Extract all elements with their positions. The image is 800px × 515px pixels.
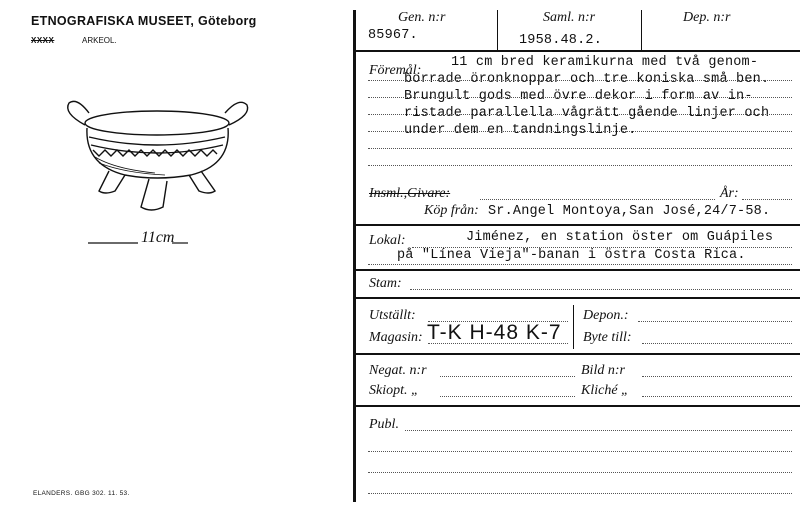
lokal-label: Lokal: [369,233,406,248]
negat-dotline [440,376,575,377]
foremal-label: Föremål: [369,63,422,78]
foremal-dotline [368,131,792,132]
printer-note: ELANDERS. GBG 302. 11. 53. [33,490,130,497]
saml-label: Saml. n:r [543,10,596,25]
publ-dotline [405,430,792,431]
card-left-border [353,10,356,502]
depon-label: Depon.: [583,308,629,323]
foremal-line-4: ristade parallella vågrätt gående linjer och [404,106,770,121]
foremal-dotline [368,148,792,149]
publ-label: Publ. [369,417,399,432]
foremal-dotline [368,97,792,98]
bild-dotline [642,376,792,377]
insml-dotline [480,199,715,200]
stam-rule [355,297,800,299]
kop-label: Köp från: [424,203,479,218]
foremal-dotline [368,80,792,81]
photo-rule [355,405,800,407]
kliche-dotline [642,396,792,397]
foremal-line-1: 11 cm bred keramikurna med två genom- [451,55,759,70]
storage-rule [355,353,800,355]
insml-label: Insml.,Givare: [369,186,451,201]
gen-value: 85967. [368,28,418,43]
scale-label: 11cm [141,229,175,246]
foremal-dotline [368,114,792,115]
skiopt-label: Skiopt. „ [369,383,419,398]
byte-label: Byte till: [583,330,632,345]
byte-dotline [642,343,792,344]
foremal-line-5: under dem en tandningslinje. [404,123,637,138]
museum-name: ETNOGRAFISKA MUSEET, Göteborg [31,14,257,28]
lokal-line-1: Jiménez, en station öster om Guápiles [466,230,774,245]
department-struck: XXXX [31,36,55,45]
utstallt-label: Utställt: [369,308,416,323]
magasin-value: T-K H-48 K-7 [427,321,562,344]
kop-value: Sr.Angel Montoya,San José,24/7-58. [488,204,771,219]
stam-label: Stam: [369,276,402,291]
acquisition-rule [355,224,800,226]
lokal-line-2: på "Línea Vieja"-banan i östra Costa Rica. [397,248,746,263]
foremal-line-3: Brungult gods med övre dekor i form av in- [404,89,753,104]
magasin-dotline [428,343,568,344]
negat-label: Negat. n:r [369,363,427,378]
publ-dotline [368,493,792,494]
lokal-rule [355,269,800,271]
saml-value: 1958.48.2. [519,33,603,48]
skiopt-dotline [440,396,575,397]
header-divider-2 [641,10,642,50]
year-dotline [742,199,792,200]
urn-sketch [55,95,265,225]
stam-dotline [410,289,792,290]
year-label: År: [720,186,739,201]
header-divider-1 [497,10,498,50]
kliche-label: Kliché „ [581,383,629,398]
magasin-label: Magasin: [369,330,423,345]
lokal-dotline [412,247,792,248]
foremal-dotline [368,165,792,166]
lokal-dotline [368,264,792,265]
publ-dotline [368,451,792,452]
bild-label: Bild n:r [581,363,625,378]
dep-label: Dep. n:r [683,10,731,25]
depon-dotline [638,321,792,322]
header-rule [355,50,800,52]
publ-dotline [368,472,792,473]
storage-divider [573,305,574,349]
foremal-line-2: borrade öronknoppar och tre koniska små ben. [404,72,770,87]
department-label: ARKEOL. [82,36,117,45]
gen-label: Gen. n:r [398,10,446,25]
